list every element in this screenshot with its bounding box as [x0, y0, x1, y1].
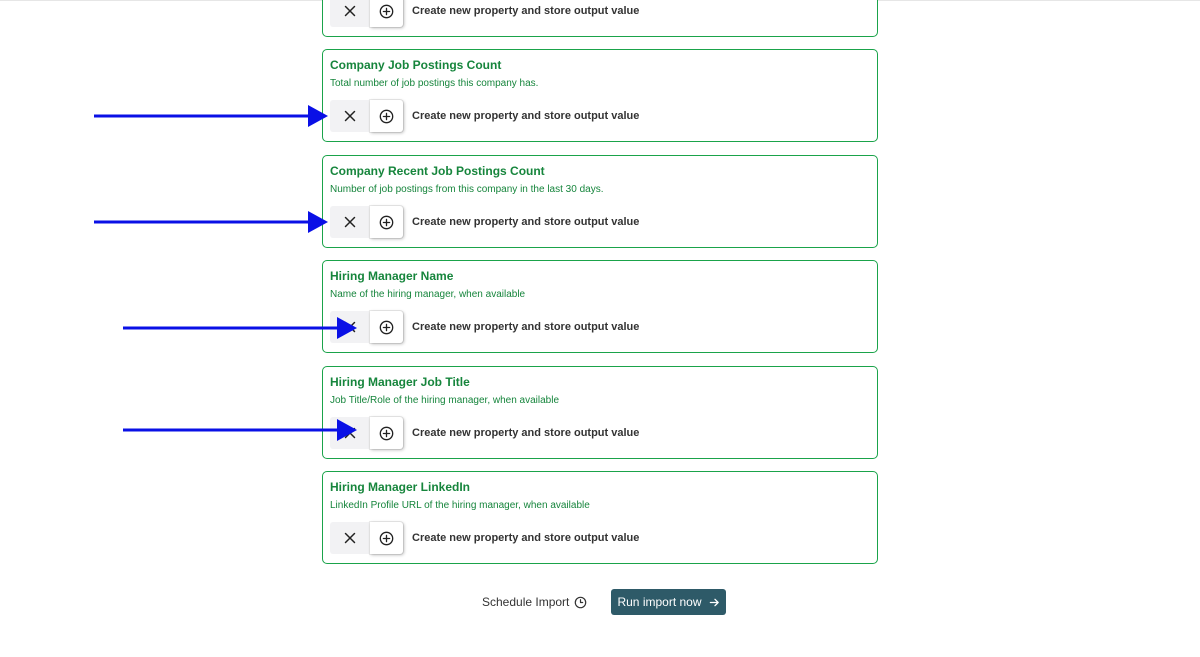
run-import-button[interactable] — [611, 589, 726, 615]
annotation-arrow — [123, 418, 359, 442]
property-card-hiring-manager-linkedin — [322, 471, 878, 564]
create-property-label[interactable]: Create new property and store output value — [412, 110, 640, 122]
action-row — [330, 311, 639, 343]
action-row — [330, 206, 639, 238]
remove-button[interactable] — [330, 0, 370, 27]
create-property-label[interactable]: Create new property and store output value — [412, 532, 640, 544]
card-description: Job Title/Role of the hiring manager, when available — [330, 395, 560, 406]
card-title: Company Recent Job Postings Count — [330, 164, 545, 178]
plus-circle-icon — [379, 320, 394, 335]
create-property-label[interactable]: Create new property and store output value — [412, 427, 640, 439]
schedule-import-button[interactable] — [482, 592, 587, 612]
add-property-button[interactable] — [370, 417, 403, 449]
action-row — [330, 0, 639, 27]
card-title: Company Job Postings Count — [330, 58, 502, 72]
schedule-import-label: Schedule Import — [482, 595, 570, 609]
remove-button[interactable] — [330, 206, 370, 238]
close-icon — [344, 216, 356, 228]
card-description: Total number of job postings this company has. — [330, 78, 539, 89]
add-property-button[interactable] — [370, 311, 403, 343]
card-title: Hiring Manager Name — [330, 269, 454, 283]
property-card-hiring-manager-name — [322, 260, 878, 353]
arrow-right-icon — [709, 597, 720, 608]
annotation-arrow — [94, 210, 330, 234]
action-row — [330, 417, 639, 449]
remove-button[interactable] — [330, 522, 370, 554]
plus-circle-icon — [379, 215, 394, 230]
property-card-recent-job-postings-count — [322, 155, 878, 248]
card-description: Name of the hiring manager, when available — [330, 289, 526, 300]
card-title: Hiring Manager Job Title — [330, 375, 470, 389]
add-property-button[interactable] — [370, 0, 403, 27]
add-property-button[interactable] — [370, 206, 403, 238]
create-property-label[interactable]: Create new property and store output value — [412, 5, 640, 17]
close-icon — [344, 110, 356, 122]
plus-circle-icon — [379, 426, 394, 441]
card-title: Hiring Manager LinkedIn — [330, 480, 471, 494]
action-row — [330, 522, 639, 554]
plus-circle-icon — [379, 109, 394, 124]
run-import-label: Run import now — [617, 595, 702, 609]
create-property-label[interactable]: Create new property and store output value — [412, 321, 640, 333]
create-property-label[interactable]: Create new property and store output value — [412, 216, 640, 228]
remove-button[interactable] — [330, 100, 370, 132]
property-card-job-postings-count — [322, 49, 878, 142]
add-property-button[interactable] — [370, 100, 403, 132]
action-row — [330, 100, 639, 132]
clock-icon — [574, 596, 587, 609]
plus-circle-icon — [379, 531, 394, 546]
annotation-arrow — [123, 316, 359, 340]
add-property-button[interactable] — [370, 522, 403, 554]
close-icon — [344, 532, 356, 544]
card-description: Number of job postings from this company in the last 30 days. — [330, 184, 604, 195]
plus-circle-icon — [379, 4, 394, 19]
property-card-partial — [322, 0, 878, 37]
annotation-arrow — [94, 104, 330, 128]
property-card-hiring-manager-job-title — [322, 366, 878, 459]
close-icon — [344, 5, 356, 17]
card-description: LinkedIn Profile URL of the hiring manager, when available — [330, 500, 590, 511]
